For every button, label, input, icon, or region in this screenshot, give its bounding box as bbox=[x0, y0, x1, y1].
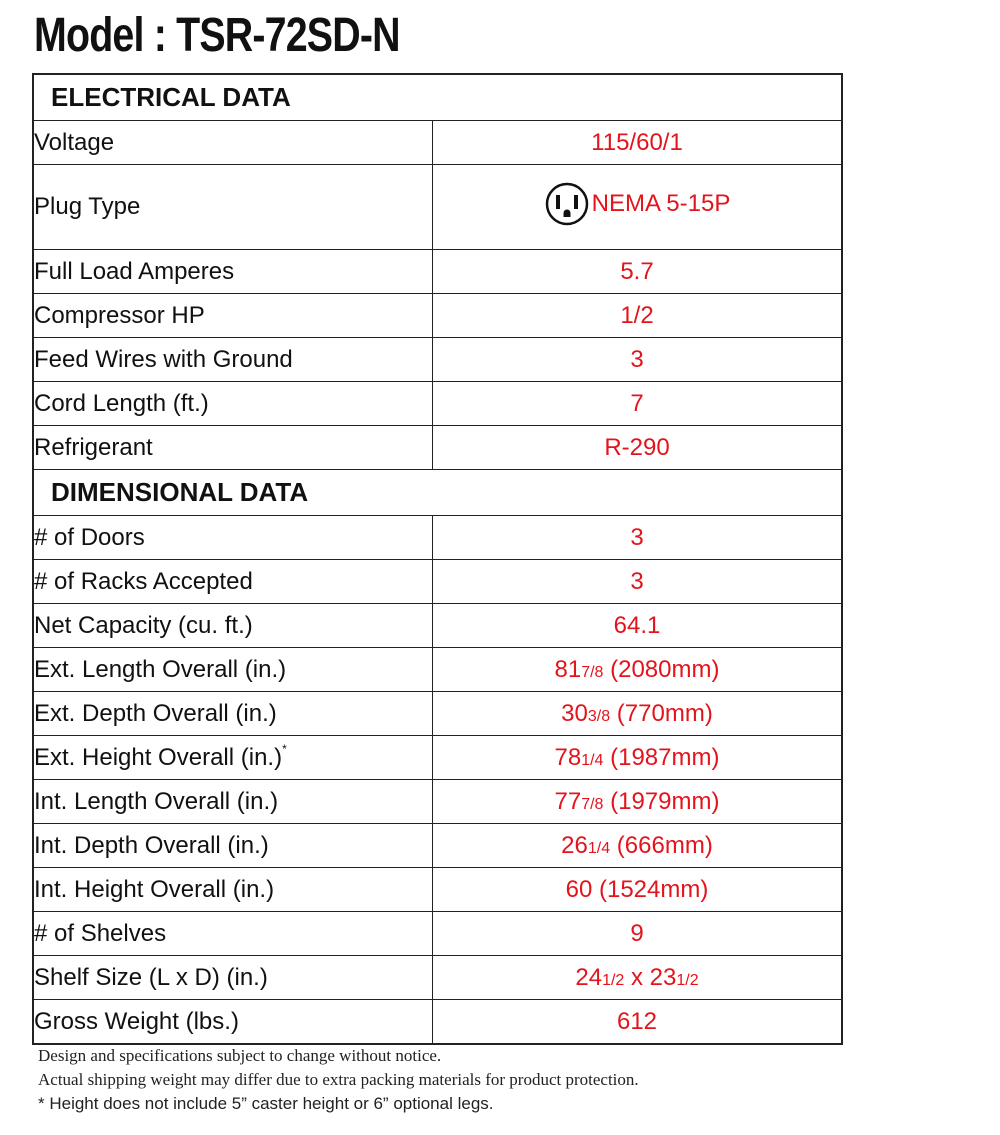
value-fraction: 1/4 bbox=[581, 751, 604, 769]
value-whole: 77 bbox=[554, 787, 582, 815]
section-header-electrical bbox=[33, 74, 842, 121]
row-value bbox=[433, 780, 843, 824]
row-value: 115/60/1 bbox=[433, 121, 843, 165]
row-label: Voltage bbox=[33, 121, 433, 165]
value-whole: 78 bbox=[554, 743, 582, 771]
row-value: 612 bbox=[433, 1000, 843, 1045]
table-row-int-depth bbox=[33, 824, 842, 868]
row-label: Int. Length Overall (in.) bbox=[33, 780, 433, 824]
section-header-dimensional bbox=[33, 470, 842, 516]
row-label bbox=[33, 736, 433, 780]
table-row-refrigerant bbox=[33, 426, 842, 470]
row-value: 3 bbox=[433, 560, 843, 604]
footnotes bbox=[38, 1044, 639, 1116]
value-metric: (2080mm) bbox=[603, 655, 720, 683]
value-whole: 30 bbox=[561, 699, 588, 727]
row-label: Cord Length (ft.) bbox=[33, 382, 433, 426]
value-metric: (1979mm) bbox=[603, 787, 720, 815]
value-metric: (666mm) bbox=[610, 831, 713, 859]
value-whole: 81 bbox=[554, 655, 582, 683]
note-line: Actual shipping weight may differ due to extra packing materials for product protection. bbox=[38, 1070, 639, 1089]
table-row-gross-weight bbox=[33, 1000, 842, 1045]
row-label: Full Load Amperes bbox=[33, 250, 433, 294]
spec-table bbox=[32, 73, 843, 1045]
table-row-int-length bbox=[33, 780, 842, 824]
row-label: Int. Depth Overall (in.) bbox=[33, 824, 433, 868]
value-fraction: 7/8 bbox=[581, 795, 604, 813]
row-label: Plug Type bbox=[33, 165, 433, 250]
value-fraction: 7/8 bbox=[581, 663, 604, 681]
section-heading: DIMENSIONAL DATA bbox=[33, 470, 842, 516]
table-row-ext-depth bbox=[33, 692, 842, 736]
row-label: # of Racks Accepted bbox=[33, 560, 433, 604]
row-value: 1/2 bbox=[433, 294, 843, 338]
table-row-net-capacity bbox=[33, 604, 842, 648]
table-row-cord-length bbox=[33, 382, 842, 426]
row-value: 3 bbox=[433, 516, 843, 560]
table-row-doors bbox=[33, 516, 842, 560]
row-value bbox=[433, 956, 843, 1000]
section-heading: ELECTRICAL DATA bbox=[33, 74, 842, 121]
table-row-racks bbox=[33, 560, 842, 604]
table-row-ext-length bbox=[33, 648, 842, 692]
value-separator: x bbox=[624, 963, 650, 991]
value-metric: (1987mm) bbox=[603, 743, 720, 771]
table-row-shelves bbox=[33, 912, 842, 956]
row-value: 5.7 bbox=[433, 250, 843, 294]
row-value: 60 (1524mm) bbox=[433, 868, 843, 912]
note-line: Design and specifications subject to change without notice. bbox=[38, 1046, 442, 1065]
plug-type-value: NEMA 5-15P bbox=[591, 189, 731, 217]
value-whole: 23 bbox=[649, 963, 677, 991]
table-row-feed-wires bbox=[33, 338, 842, 382]
row-value bbox=[433, 692, 843, 736]
row-label-text: Ext. Height Overall (in.) bbox=[34, 743, 283, 771]
value-whole: 26 bbox=[561, 831, 588, 859]
row-value: 7 bbox=[433, 382, 843, 426]
row-value bbox=[433, 824, 843, 868]
row-value: 3 bbox=[433, 338, 843, 382]
row-label: Net Capacity (cu. ft.) bbox=[33, 604, 433, 648]
row-value bbox=[433, 736, 843, 780]
row-value bbox=[433, 648, 843, 692]
row-label: Refrigerant bbox=[33, 426, 433, 470]
table-row-int-height bbox=[33, 868, 842, 912]
row-value bbox=[433, 165, 843, 250]
value-fraction: 1/2 bbox=[676, 971, 699, 989]
value-fraction: 1/4 bbox=[587, 839, 611, 857]
table-row-compressor-hp bbox=[33, 294, 842, 338]
value-fraction: 1/2 bbox=[602, 971, 625, 989]
table-row-plug-type bbox=[33, 165, 842, 250]
row-label: # of Doors bbox=[33, 516, 433, 560]
row-label: Ext. Length Overall (in.) bbox=[33, 648, 433, 692]
table-row-full-load-amperes bbox=[33, 250, 842, 294]
footnote-marker: * bbox=[282, 741, 287, 756]
table-row-ext-height bbox=[33, 736, 842, 780]
row-value: R-290 bbox=[433, 426, 843, 470]
table-row-voltage bbox=[33, 121, 842, 165]
row-label: Feed Wires with Ground bbox=[33, 338, 433, 382]
row-label: Compressor HP bbox=[33, 294, 433, 338]
nema-plug-icon bbox=[544, 181, 590, 227]
value-metric: (770mm) bbox=[610, 699, 713, 727]
row-label: Ext. Depth Overall (in.) bbox=[33, 692, 433, 736]
row-label: Gross Weight (lbs.) bbox=[33, 1000, 433, 1045]
model-title: Model : TSR-72SD-N bbox=[34, 9, 400, 62]
note-line: * Height does not include 5” caster height or 6” optional legs. bbox=[38, 1094, 494, 1113]
table-row-shelf-size bbox=[33, 956, 842, 1000]
value-whole: 24 bbox=[575, 963, 603, 991]
value-fraction: 3/8 bbox=[587, 707, 611, 725]
row-label: Int. Height Overall (in.) bbox=[33, 868, 433, 912]
row-label: # of Shelves bbox=[33, 912, 433, 956]
row-label: Shelf Size (L x D) (in.) bbox=[33, 956, 433, 1000]
row-value: 9 bbox=[433, 912, 843, 956]
row-value: 64.1 bbox=[433, 604, 843, 648]
